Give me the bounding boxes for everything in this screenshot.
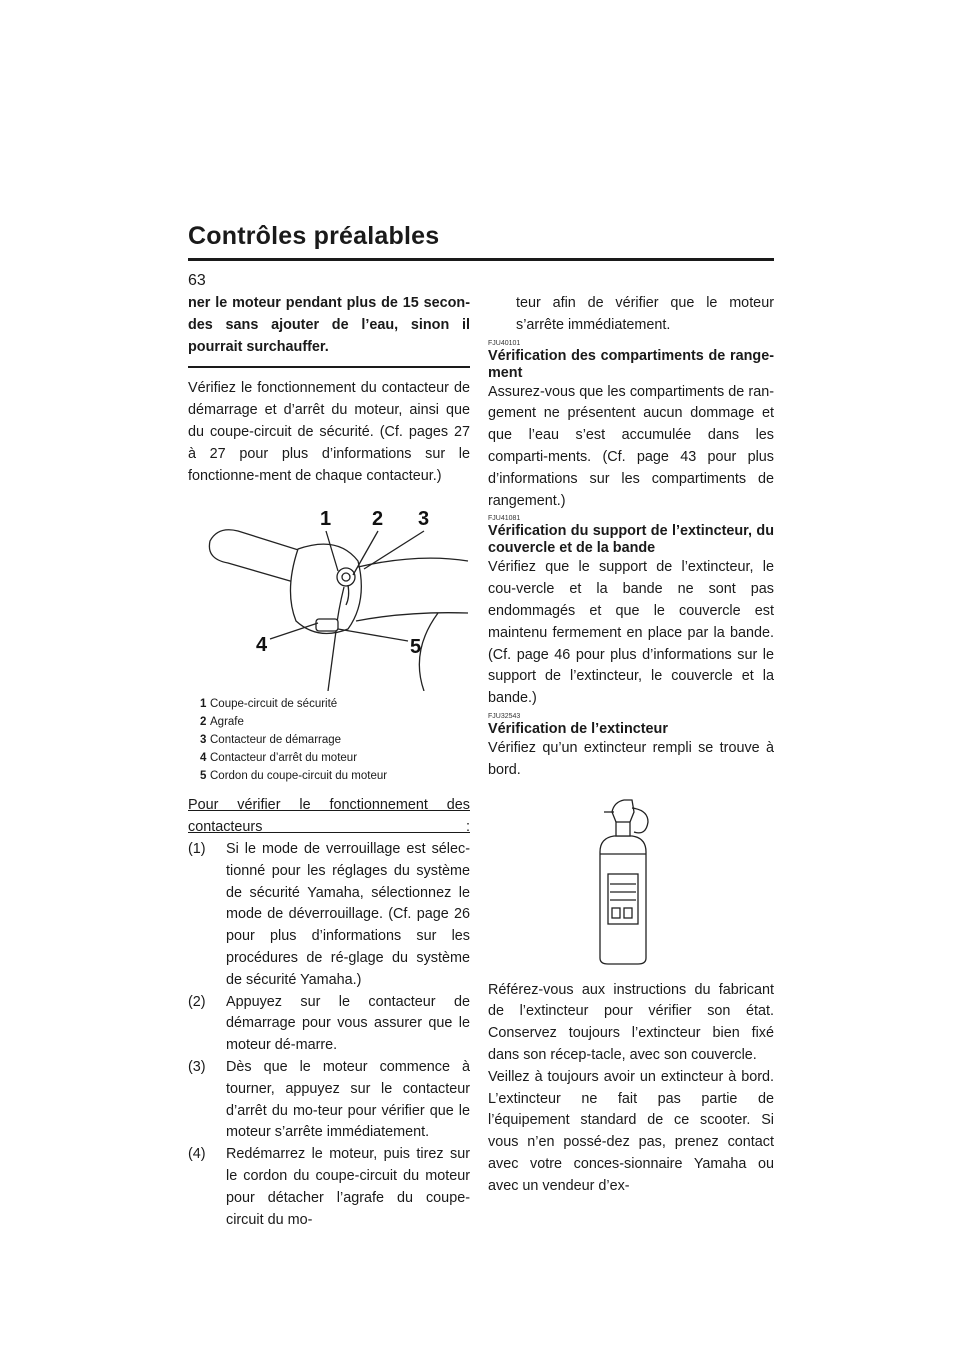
extinguisher-instructions: Référez-vous aux instructions du fabricant de l’extincteur pour vérifier son état. Conservez toujours l’extincteur bien fixé dans son récep-tacle, avec son couvercle. xyxy=(488,981,774,1063)
intro-paragraph: Vérifiez le fonctionnement du contacteur de démarrage et d’arrêt du moteur, ainsi que du coupe-circuit de sécurité. (Cf. pages 27 à 27 pour plus d’informations sur le fonctionne-ment de chaque contacteur.) xyxy=(188,380,470,484)
caption-item: 5 Cordon du coupe-circuit du moteur xyxy=(200,770,388,783)
section-code: FJU41081 xyxy=(488,515,521,523)
page-number: 63 xyxy=(188,272,206,289)
page-title: Contrôles préalables xyxy=(188,222,440,250)
extinguisher-notice: Veillez à toujours avoir un extincteur à bord. L’extincteur ne fait pas partie de l’équipement standard de ce scooter. Si vous n’en possé-dez pas, prenez contact avec votre conces-sionnaire Yamaha ou avec un vendeur d’ex- xyxy=(488,1068,774,1194)
section-heading: Vérification des compartiments de range-ment xyxy=(488,347,774,381)
step-4: (4) Redémarrez le moteur, puis tirez sur le cordon du coupe-circuit du moteur pour détacher l’agrafe du coupe-circuit du mo- xyxy=(188,1146,470,1228)
callout-1: 1 xyxy=(320,508,332,531)
warning-rule xyxy=(188,366,470,368)
caption-item: 2 Agrafe xyxy=(200,716,244,729)
section-heading: Vérification du support de l’extincteur, du couvercle et de la bande xyxy=(488,523,774,557)
callout-2: 2 xyxy=(372,508,384,531)
section-text: Vérifiez qu’un extincteur rempli se trouve à bord. xyxy=(488,739,774,778)
handlebar-switch-figure xyxy=(188,501,470,691)
warning-text: ner le moteur pendant plus de 15 secon-des sans ajouter de l’eau, sinon il pourrait surchauffer. xyxy=(188,295,470,355)
step-1: (1) Si le mode de verrouillage est sélec-tionné pour les réglages du système de sécurité Yamaha, sélectionnez le mode de déverrouillage. (Cf. page 26 pour plus d’informations sur les procédures de ré-glage du système de sécurité Yamaha.) xyxy=(188,840,470,988)
section-code: FJU32543 xyxy=(488,712,521,720)
title-rule xyxy=(188,258,774,261)
callout-4: 4 xyxy=(256,634,268,657)
callout-5: 5 xyxy=(410,636,422,659)
caption-item: 3 Contacteur de démarrage xyxy=(200,734,342,747)
left-column xyxy=(188,293,470,1231)
callout-3: 3 xyxy=(418,508,430,531)
step-3: (3) Dès que le moteur commence à tourner, appuyez sur le contacteur d’arrêt du mo-teur pour vérifier que le moteur s’arrête immédiatement. xyxy=(188,1058,470,1141)
caption-item: 1 Coupe-circuit de sécurité xyxy=(200,698,338,711)
section-heading: Vérification de l’extincteur xyxy=(488,720,668,737)
fire-extinguisher-figure xyxy=(488,792,774,972)
section-code: FJU40101 xyxy=(488,339,521,347)
section-text: Assurez-vous que les compartiments de ran-gement ne présentent aucun dommage et que l’eau s’est accumulée dans les comparti-ments. (Cf. page 43 pour plus d’informations sur les compartiments de rangement.) xyxy=(488,383,774,509)
right-column xyxy=(488,293,774,1198)
procedure-title: Pour vérifier le fonctionnement des contacteurs : xyxy=(188,797,470,836)
step-2: (2) Appuyez sur le contacteur de démarrage pour vous assurer que le moteur dé-marre. xyxy=(188,993,470,1054)
caption-item: 4 Contacteur d’arrêt du moteur xyxy=(200,752,358,765)
section-text: Vérifiez que le support de l’extincteur, le cou-vercle et la bande ne sont pas endommagés et que le couvercle est maintenu fermement en place par la bande. (Cf. page 46 pour plus d’informations sur le support de l’extincteur, le couvercle et la bande.) xyxy=(488,559,774,707)
figure-captions xyxy=(188,695,470,785)
step-4-continued: teur afin de vérifier que le moteur s’arrête immédiatement. xyxy=(516,295,774,333)
